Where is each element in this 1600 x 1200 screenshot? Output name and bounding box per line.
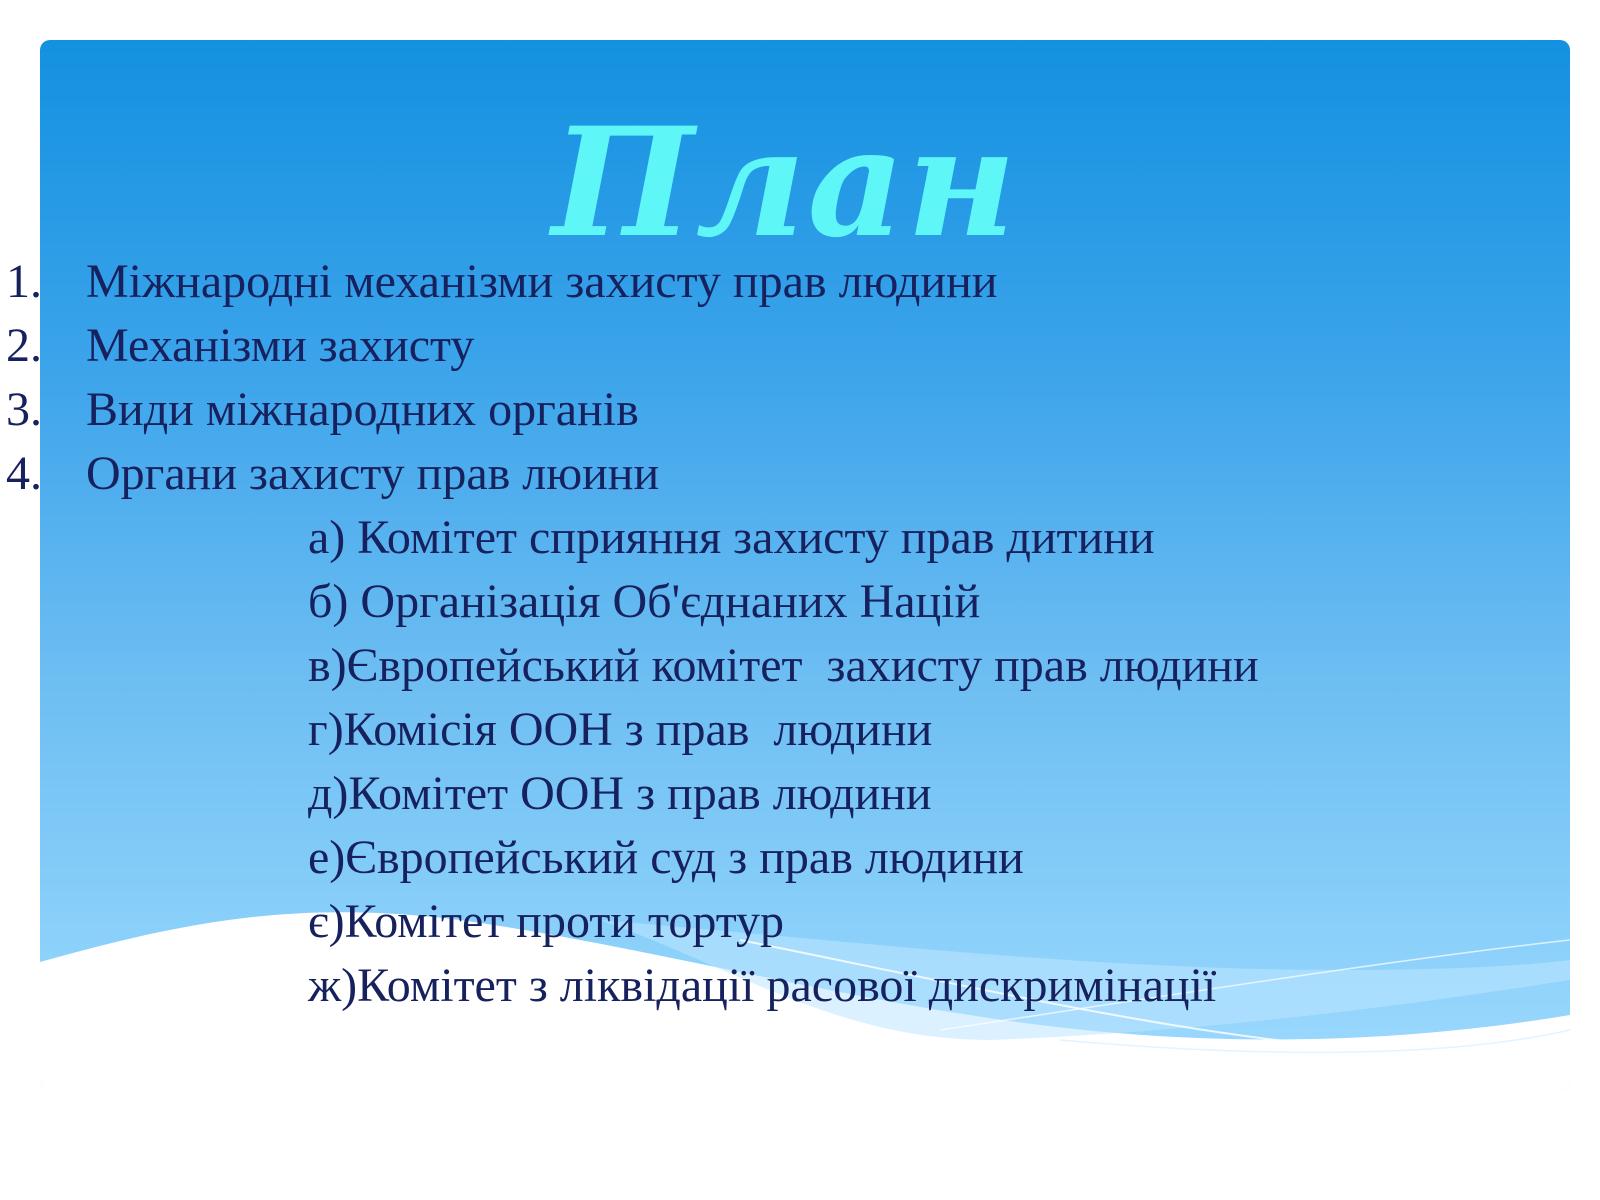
sub-list-item-text: г)Комісія ООН з прав людини [308, 703, 933, 756]
list-item-text: Міжнародні механізми захисту прав людини [86, 255, 998, 308]
sub-list-item-text: є)Комітет проти тортур [308, 895, 785, 948]
list-item-text: Види міжнародних органів [86, 383, 639, 436]
list-item-text: Механізми захисту [86, 319, 475, 372]
list-item-number: 1. [6, 255, 42, 308]
sub-list-item-text: а) Комітет сприяння захисту прав дитини [308, 511, 1155, 564]
sub-list-item-text: в)Європейський комітет захисту прав людини [308, 639, 1259, 692]
sub-list-item [6, 890, 785, 954]
sub-list-item [6, 506, 1155, 570]
list-item-text: Органи захисту прав люини [86, 447, 660, 500]
sub-list-item [6, 570, 981, 634]
list-item [6, 250, 998, 314]
plan-list [6, 250, 1259, 1018]
sub-list-item-text: е)Європейський суд з прав людини [308, 831, 1024, 884]
sub-list-item-text: д)Комітет ООН з прав людини [308, 767, 932, 820]
sub-list-item-text: б) Організація Об'єднаних Націй [308, 575, 981, 628]
list-item-number: 4. [6, 447, 42, 500]
sub-list-item [6, 954, 1217, 1018]
sub-list-item [6, 698, 933, 762]
sub-list-item-text: ж)Комітет з ліквідації расової дискримінації [308, 959, 1217, 1012]
list-item-number: 2. [6, 319, 42, 372]
list-item [6, 314, 475, 378]
sub-list-item [6, 826, 1024, 890]
sub-list-item [6, 762, 932, 826]
list-item [6, 378, 639, 442]
list-item-number: 3. [6, 383, 42, 436]
list-item [6, 442, 660, 506]
slide-title: План [551, 95, 1019, 271]
sub-list-item [6, 634, 1259, 698]
